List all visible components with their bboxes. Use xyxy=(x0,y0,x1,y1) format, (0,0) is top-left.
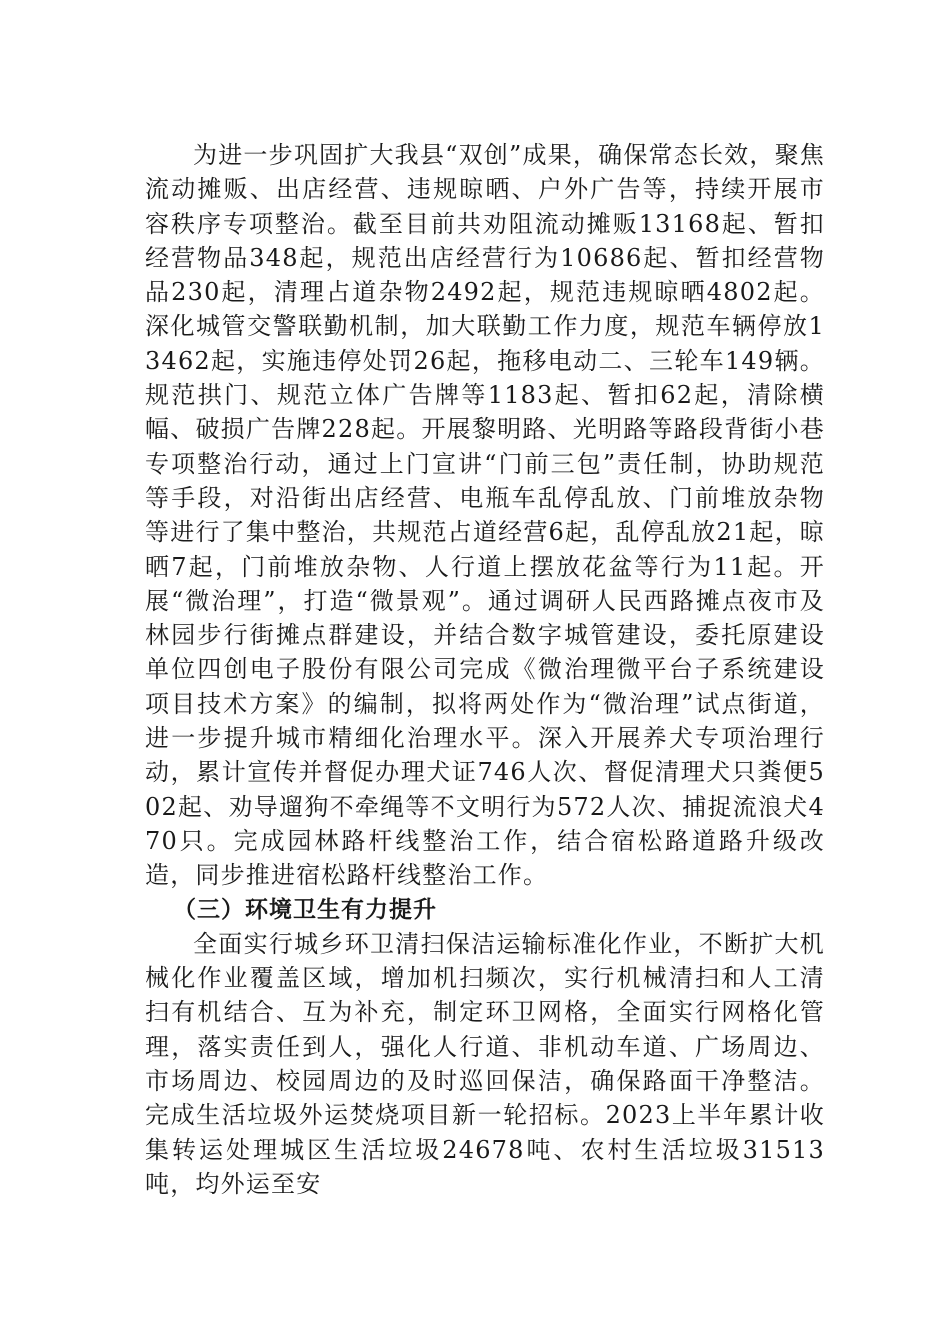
section-heading-sanitation: （三）环境卫生有力提升 xyxy=(173,896,437,923)
document-page xyxy=(145,138,825,1201)
body-paragraph-city-order: 为进一步巩固扩大我县“双创”成果，确保常态长效，聚焦流动摊贩、出店经营、违规晾晒、户外广告等，持续开展市容秩序专项整治。截至目前共劝阻流动摊贩13168起、暂扣经营物品348起，规范出店经营行为10686起、暂扣经营物品230起，清理占道杂物2492起，规范违规晾晒4802起。深化城管交警联勤机制，加大联勤工作力度，规范车辆停放13462起，实施违停处罚26起，拖移电动二、三轮车149辆。规范拱门、规范立体广告牌等1183起、暂扣62起，清除横幅、破损广告牌228起。开展黎明路、光明路等路段背街小巷专项整治行动，通过上门宣讲“门前三包”责任制，协助规范等手段，对沿街出店经营、电瓶车乱停乱放、门前堆放杂物等进行了集中整治，共规范占道经营6起，乱停乱放21起，晾晒7起，门前堆放杂物、人行道上摆放花盆等行为11起。开展“微治理”，打造“微景观”。通过调研人民西路摊点夜市及林园步行街摊点群建设，并结合数字城管建设，委托原建设单位四创电子股份有限公司完成《微治理微平台子系统建设项目技术方案》的编制，拟将两处作为“微治理”试点街道，进一步提升城市精细化治理水平。深入开展养犬专项治理行动，累计宣传并督促办理犬证746人次、督促清理犬只粪便502起、劝导遛狗不牵绳等不文明行为572人次、捕捉流浪犬470只。完成园林路杆线整治工作，结合宿松路道路升级改造，同步推进宿松路杆线整治工作。 xyxy=(145,141,825,890)
body-paragraph-sanitation: 全面实行城乡环卫清扫保洁运输标准化作业，不断扩大机械化作业覆盖区域，增加机扫频次，实行机械清扫和人工清扫有机结合、互为补充，制定环卫网格，全面实行网格化管理，落实责任到人，强化人行道、非机动车道、广场周边、市场周边、校园周边的及时巡回保洁，确保路面干净整洁。完成生活垃圾外运焚烧项目新一轮招标。2023上半年累计收集转运处理城区生活垃圾24678吨、农村生活垃圾31513吨，均外运至安 xyxy=(145,929,825,1198)
